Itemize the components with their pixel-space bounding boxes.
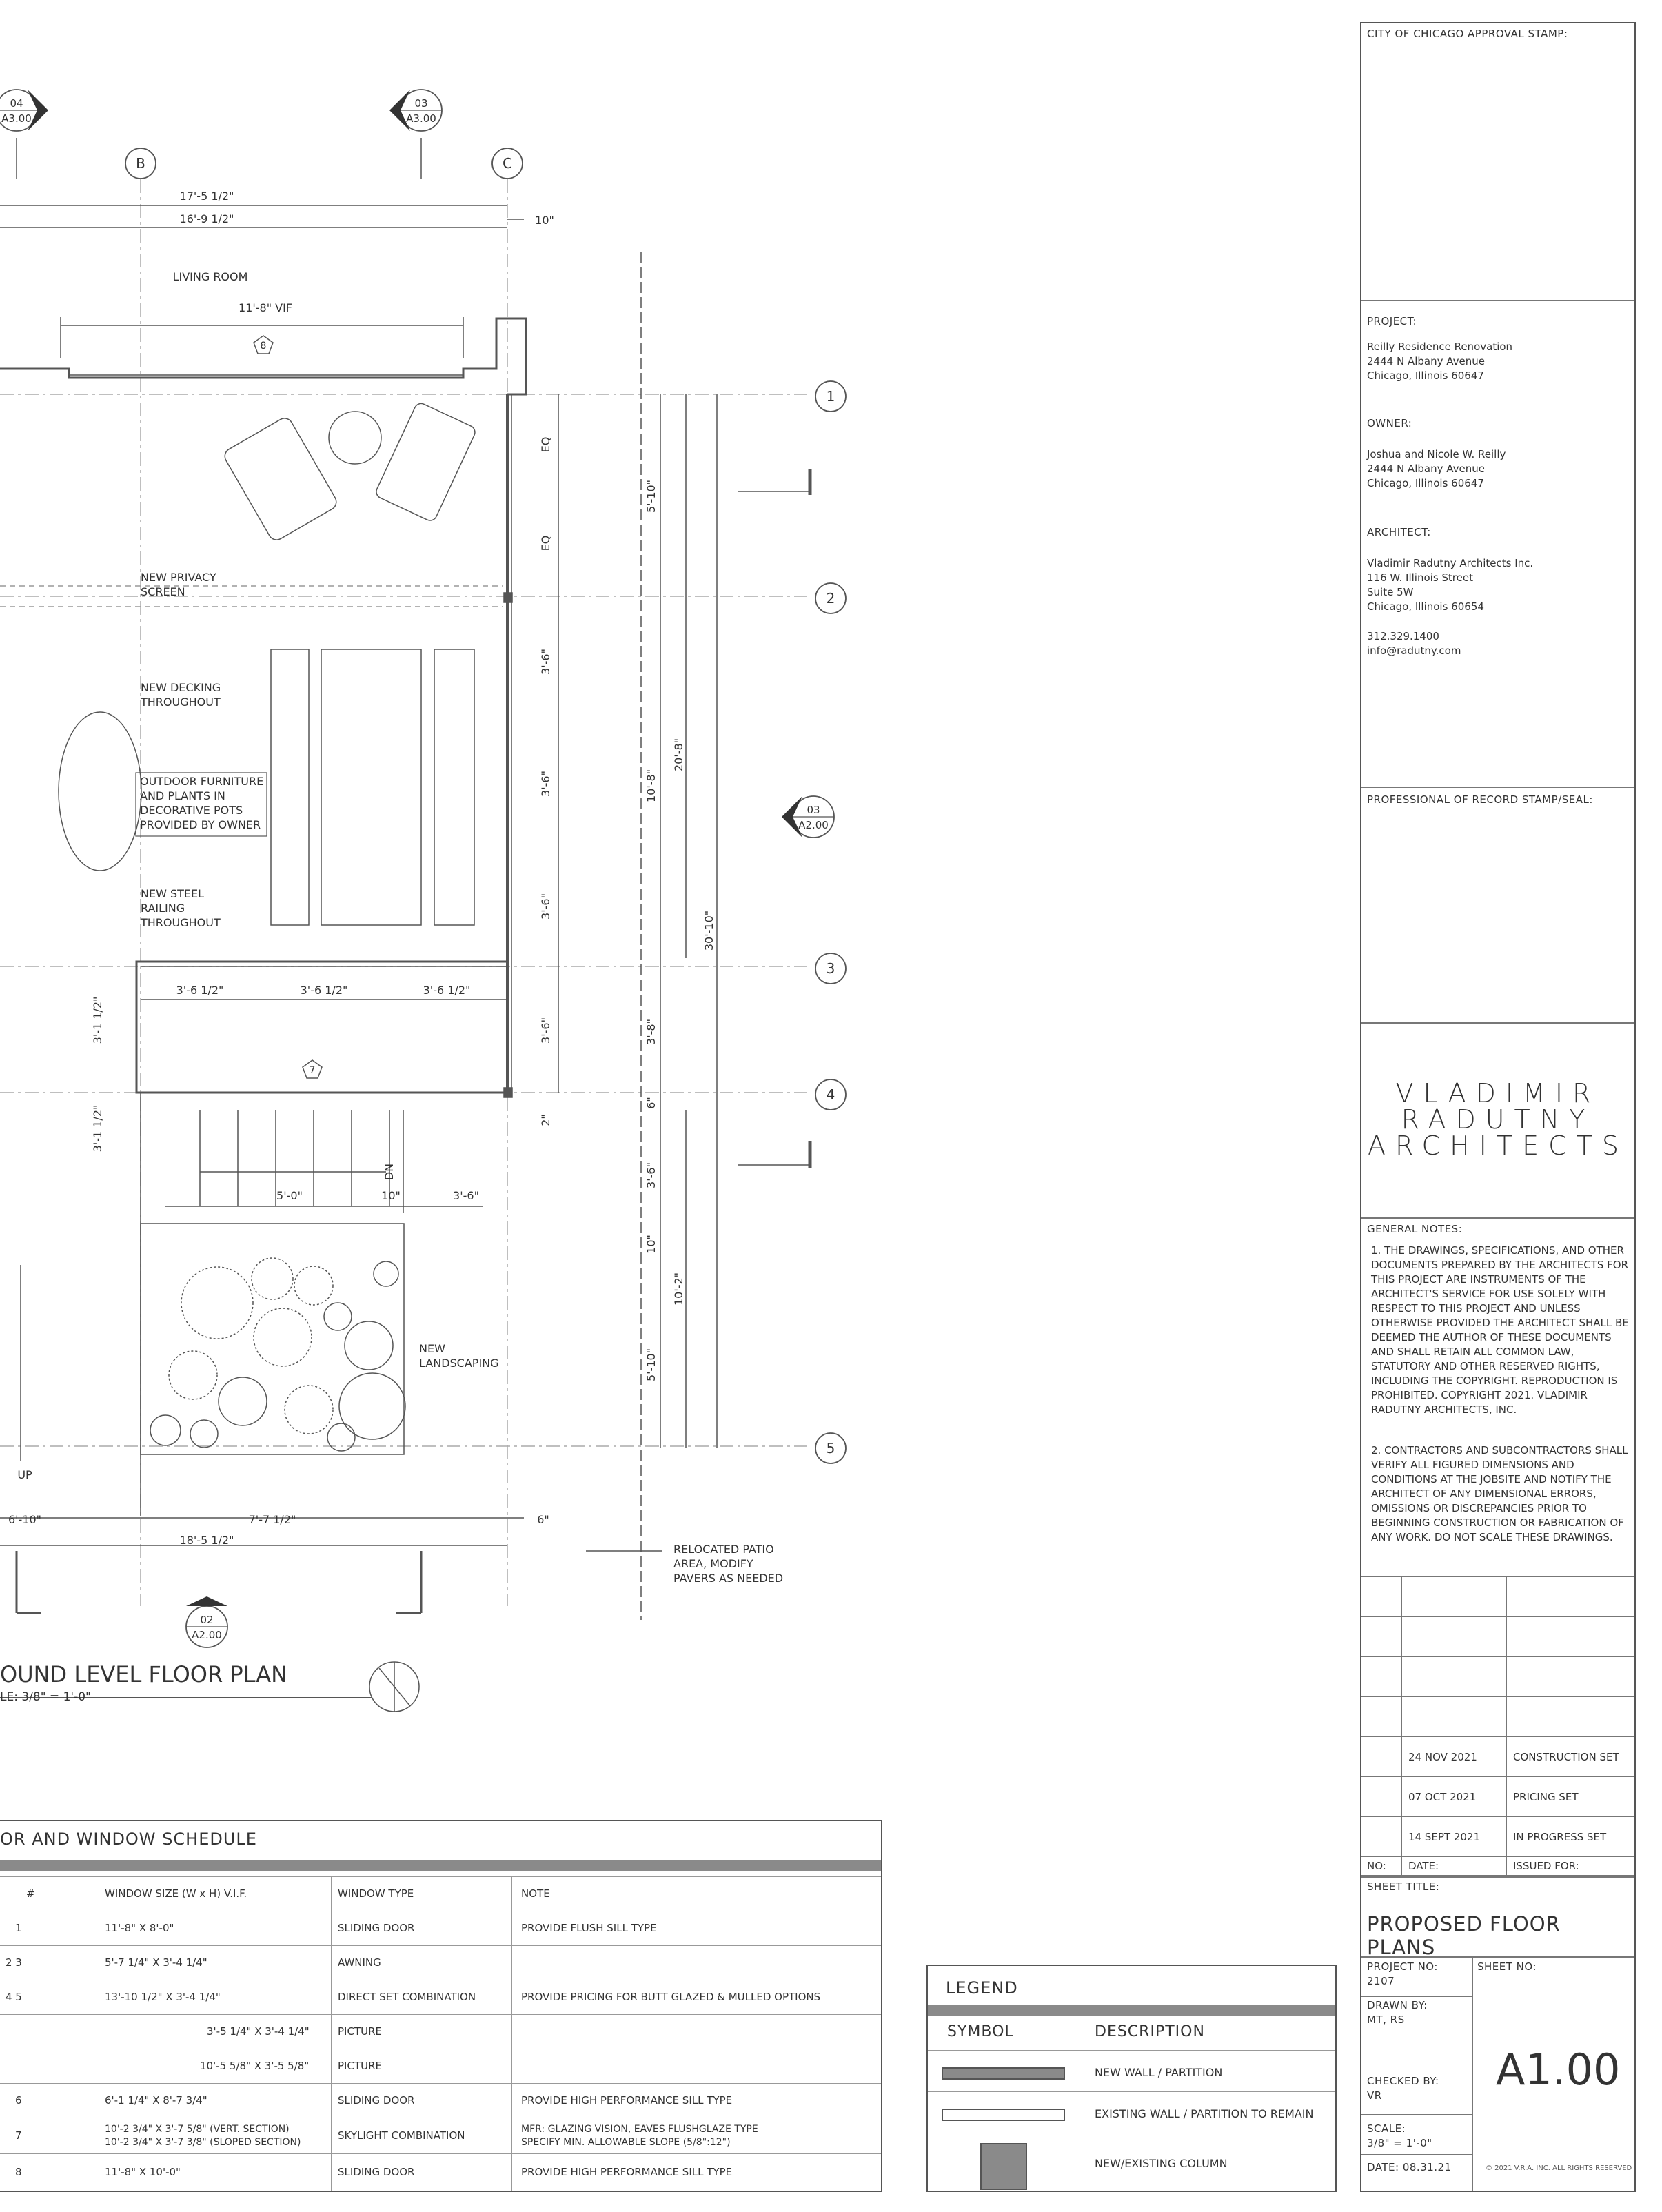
sheet-number: A1.00 <box>1496 2044 1621 2095</box>
note-furniture-4: PROVIDED BY OWNER <box>140 818 261 831</box>
legend-title: LEGEND <box>946 1978 1018 1998</box>
window-tag-8: 8 <box>260 341 267 352</box>
railing-dim-1: 3'-6 1/2" <box>176 984 224 997</box>
schedule-tag: 6 <box>15 2094 22 2107</box>
note-privacy-1: NEW PRIVACY <box>141 571 216 584</box>
note-railing-2: RAILING <box>141 902 185 915</box>
schedule-type: SLIDING DOOR <box>338 2166 415 2178</box>
revision-row <box>1361 1777 1634 1817</box>
sheet-no-label: SHEET NO: <box>1477 1960 1537 1973</box>
railing-dim-3: 3'-6 1/2" <box>423 984 471 997</box>
living-room-label: LIVING ROOM <box>172 270 248 283</box>
schedule-type: SLIDING DOOR <box>338 1922 415 1934</box>
schedule-size: 6'-1 1/4" X 8'-7 3/4" <box>105 2094 207 2107</box>
dim-left-a: 3'-1 1/2" <box>91 996 104 1044</box>
schedule-type: PICTURE <box>338 2025 382 2038</box>
revision-row <box>1361 1817 1634 1857</box>
section-tag-a2-sheet: A2.00 <box>798 819 829 831</box>
section-tag-04-num: 04 <box>10 97 23 110</box>
general-note-2: 2. CONTRACTORS AND SUBCONTRACTORS SHALL VERIFY ALL FIGURED DIMENSIONS AND CONDITIONS AT THE JOBSITE AND NOTIFY THE ARCHITECT OF ANY DIMENSIONAL ERRORS, OMISSIONS OR DISCREPANCIES PRIOR TO BEGINNING CONSTRUCTION OR FABRICATION OF ANY WORK. DO NOT SCALE THESE DRAWINGS. <box>1371 1444 1628 1543</box>
dim-opening: 11'-8" VIF <box>238 301 293 314</box>
legend-header <box>928 2016 1335 2050</box>
dim-3-6-d: 3'-6" <box>539 1017 552 1044</box>
grid-bubble-5: 5 <box>826 1440 835 1457</box>
approval-stamp-section <box>1361 23 1634 301</box>
stair-dim-b: 10" <box>381 1189 401 1202</box>
legend-item <box>928 2091 1335 2133</box>
header-size: WINDOW SIZE (W x H) V.I.F. <box>105 1887 247 1900</box>
scale-label: SCALE: <box>1367 2122 1406 2135</box>
architect-text: Vladimir Radutny Architects Inc. 116 W. Illinois Street Suite 5W Chicago, Illinois 60654 <box>1367 557 1534 613</box>
schedule-note: PROVIDE FLUSH SILL TYPE <box>521 1922 657 1934</box>
project-no-label: PROJECT NO: <box>1367 1960 1438 1973</box>
dim-10-8: 10'-8" <box>645 769 658 803</box>
dim-inner-top: 16'-9 1/2" <box>179 212 234 225</box>
approval-stamp-label: CITY OF CHICAGO APPROVAL STAMP: <box>1367 28 1568 40</box>
note-landscaping-1: NEW <box>419 1342 445 1355</box>
dim-10-2: 10'-2" <box>672 1272 685 1306</box>
revision-no-header: NO: <box>1367 1860 1386 1872</box>
dim-5-10-top: 5'-10" <box>645 479 658 514</box>
legend-item <box>928 2050 1335 2091</box>
revision-issued: IN PROGRESS SET <box>1513 1831 1607 1843</box>
stair-dn-label: DN <box>383 1163 396 1181</box>
logo-section <box>1361 1024 1634 1219</box>
dim-bottom-b: 7'-7 1/2" <box>248 1513 296 1526</box>
title-block <box>1360 22 1636 2192</box>
schedule-header-row <box>0 1876 881 1911</box>
revision-date-header: DATE: <box>1408 1860 1439 1872</box>
schedule-note: PROVIDE HIGH PERFORMANCE SILL TYPE <box>521 2094 733 2107</box>
dim-bottom-a: 6'-10" <box>8 1513 42 1526</box>
note-furniture-3: DECORATIVE POTS <box>140 804 243 817</box>
legend-item-label: EXISTING WALL / PARTITION TO REMAIN <box>1095 2107 1314 2120</box>
legend-item-label: NEW WALL / PARTITION <box>1095 2066 1223 2079</box>
schedule-size: 13'-10 1/2" X 3'-4 1/4" <box>105 1991 221 2003</box>
section-tag-03-sheet: A3.00 <box>406 112 436 125</box>
logo-line-2: RADUTNY <box>1401 1104 1595 1135</box>
section-tag-a2-num: 03 <box>807 804 820 816</box>
legend-symbol-header: SYMBOL <box>947 2023 1014 2040</box>
section-tag-04-sheet: A3.00 <box>1 112 32 125</box>
note-railing-1: NEW STEEL <box>141 887 205 900</box>
section-tag-03-num: 03 <box>414 97 428 110</box>
column-symbol-icon <box>980 2143 1027 2190</box>
grid-bubble-b: B <box>136 155 145 172</box>
floor-plan-title: OUND LEVEL FLOOR PLAN <box>0 1661 288 1687</box>
revision-issued-header: ISSUED FOR: <box>1513 1860 1579 1872</box>
dim-6in: 6" <box>645 1097 658 1109</box>
stair-up-label: UP <box>17 1468 32 1481</box>
window-tag-7: 7 <box>309 1065 316 1076</box>
revision-date: 07 OCT 2021 <box>1408 1791 1477 1803</box>
schedule-size: 5'-7 1/4" X 3'-4 1/4" <box>105 1956 207 1969</box>
railing-dim-2: 3'-6 1/2" <box>300 984 348 997</box>
header-type: WINDOW TYPE <box>338 1887 414 1900</box>
sheet-title-section <box>1361 1876 1634 1958</box>
project-text: Reilly Residence Renovation 2444 N Albany Avenue Chicago, Illinois 60647 <box>1367 341 1513 382</box>
general-note-1: 1. THE DRAWINGS, SPECIFICATIONS, AND OTHER DOCUMENTS PREPARED BY THE ARCHITECTS FOR THIS PROJECT ARE INSTRUMENTS OF THE ARCHITECT'S SERVICE FOR USE SOLELY WITH RESPECT TO THIS PROJECT AND UNLESS OTHERWISE PROVIDED THE ARCHITECT SHALL BE DEEMED THE AUTHOR OF THESE DOCUMENTS AND SHALL RETAIN ALL COMMON LAW, STATUTORY AND OTHER RESERVED RIGHTS, INCLUDING THE COPYRIGHT. REPRODUCTION IS PROHIBITED. COPYRIGHT 2021. VLADIMIR RADUTNY ARCHITECTS, INC. <box>1371 1244 1629 1416</box>
schedule-title: OR AND WINDOW SCHEDULE <box>0 1829 257 1849</box>
revision-issued: CONSTRUCTION SET <box>1513 1751 1619 1763</box>
logo-line-3: ARCHITECTS <box>1368 1130 1628 1161</box>
drawn-by-label: DRAWN BY: <box>1367 1999 1428 2011</box>
scale-value: 3/8" = 1'-0" <box>1367 2137 1432 2149</box>
revisions-table <box>1361 1577 1634 1923</box>
dim-bottom-overall: 18'-5 1/2" <box>179 1534 234 1547</box>
note-patio-1: RELOCATED PATIO <box>673 1543 774 1556</box>
checked-by-value: VR <box>1367 2089 1382 2102</box>
schedule-row <box>0 1980 881 2014</box>
legend <box>926 1965 1337 2192</box>
schedule-row <box>0 2153 881 2191</box>
project-info-section <box>1361 301 1634 788</box>
architect-label: ARCHITECT: <box>1367 526 1431 538</box>
schedule-tag: 8 <box>15 2166 22 2178</box>
floor-plan-scale: LE: 3/8" = 1'-0" <box>0 1690 91 1704</box>
section-tag-02-num: 02 <box>200 1614 214 1626</box>
note-patio-2: AREA, MODIFY <box>673 1557 753 1570</box>
revision-issued: PRICING SET <box>1513 1791 1579 1803</box>
revision-header <box>1361 1857 1634 1876</box>
schedule-type: DIRECT SET COMBINATION <box>338 1991 476 2003</box>
note-decking-1: NEW DECKING <box>141 681 221 694</box>
project-label: PROJECT: <box>1367 315 1417 327</box>
copyright-text: © 2021 V.R.A. INC. ALL RIGHTS RESERVED <box>1486 2164 1632 2172</box>
window-schedule <box>0 1820 882 2192</box>
dim-3-8: 3'-8" <box>645 1019 658 1045</box>
dim-3-6-b: 3'-6" <box>539 771 552 797</box>
schedule-note: PROVIDE PRICING FOR BUTT GLAZED & MULLED OPTIONS <box>521 1991 821 2003</box>
dim-3-6-a: 3'-6" <box>539 649 552 675</box>
checked-by-label: CHECKED BY: <box>1367 2075 1439 2087</box>
schedule-tag: 4 5 <box>6 1991 22 2003</box>
owner-text: Joshua and Nicole W. Reilly 2444 N Albany Avenue Chicago, Illinois 60647 <box>1367 448 1506 489</box>
legend-item <box>928 2133 1335 2192</box>
schedule-row <box>0 2083 881 2118</box>
schedule-size: 10'-2 3/4" X 3'-7 5/8" (VERT. SECTION) 10'-2 3/4" X 3'-7 3/8" (SLOPED SECTION) <box>105 2123 301 2148</box>
schedule-size: 10'-5 5/8" X 3'-5 5/8" <box>200 2060 310 2072</box>
project-no-value: 2107 <box>1367 1975 1395 1987</box>
note-furniture-1: OUTDOOR FURNITURE <box>140 775 264 788</box>
grid-bubble-c: C <box>503 155 512 172</box>
schedule-tag: 2 3 <box>6 1956 22 1969</box>
schedule-size: 3'-5 1/4" X 3'-4 1/4" <box>207 2025 310 2038</box>
sheet-info-section <box>1361 1958 1634 2191</box>
sheet-title: PROPOSED FLOOR PLANS <box>1367 1912 1561 1959</box>
note-landscaping-2: LANDSCAPING <box>419 1357 499 1370</box>
schedule-row <box>0 1911 881 1945</box>
grid-bubble-3: 3 <box>826 960 835 977</box>
stair-dim-c: 3'-6" <box>453 1189 479 1202</box>
new-wall-symbol-icon <box>942 2067 1065 2080</box>
revision-date: 14 SEPT 2021 <box>1408 1831 1481 1843</box>
schedule-type: SKYLIGHT COMBINATION <box>338 2129 465 2142</box>
revision-date: 24 NOV 2021 <box>1408 1751 1477 1763</box>
stair-dim-a: 5'-0" <box>276 1189 303 1202</box>
section-tag-02-sheet: A2.00 <box>192 1629 222 1641</box>
schedule-type: PICTURE <box>338 2060 382 2072</box>
dim-bottom-c: 6" <box>537 1513 549 1526</box>
header-num: # <box>26 1887 35 1900</box>
note-privacy-2: SCREEN <box>141 585 185 598</box>
schedule-row <box>0 2014 881 2049</box>
schedule-row <box>0 1945 881 1980</box>
legend-description-header: DESCRIPTION <box>1095 2023 1205 2040</box>
note-furniture-2: AND PLANTS IN <box>140 789 225 802</box>
date-label: DATE: 08.31.21 <box>1367 2161 1452 2173</box>
existing-wall-symbol-icon <box>942 2109 1065 2121</box>
schedule-note: MFR: GLAZING VISION, EAVES FLUSHGLAZE TYPE SPECIFY MIN. ALLOWABLE SLOPE (5/8":12") <box>521 2123 758 2148</box>
schedule-row <box>0 2118 881 2153</box>
owner-label: OWNER: <box>1367 417 1412 429</box>
schedule-type: SLIDING DOOR <box>338 2094 415 2107</box>
note-patio-3: PAVERS AS NEEDED <box>673 1572 784 1585</box>
schedule-size: 11'-8" X 10'-0" <box>105 2166 181 2178</box>
legend-item-label: NEW/EXISTING COLUMN <box>1095 2157 1228 2170</box>
schedule-row <box>0 2049 881 2083</box>
seal-section <box>1361 788 1634 1024</box>
revision-row <box>1361 1737 1634 1777</box>
dim-5-10-bottom: 5'-10" <box>645 1348 658 1382</box>
architect-contact: 312.329.1400 info@radutny.com <box>1367 630 1461 657</box>
schedule-tag: 1 <box>15 1922 22 1934</box>
general-notes-label: GENERAL NOTES: <box>1367 1223 1463 1235</box>
general-notes-section <box>1361 1219 1634 1577</box>
header-note: NOTE <box>521 1887 550 1900</box>
seal-label: PROFESSIONAL OF RECORD STAMP/SEAL: <box>1367 793 1593 806</box>
grid-bubble-1: 1 <box>826 388 835 405</box>
dim-left-b: 3'-1 1/2" <box>91 1104 104 1153</box>
dim-3-6-c: 3'-6" <box>539 893 552 920</box>
dim-3-6-e: 3'-6" <box>645 1162 658 1188</box>
sheet-title-label: SHEET TITLE: <box>1367 1880 1440 1893</box>
logo-line-1: VLADIMIR <box>1395 1078 1601 1108</box>
grid-bubble-2: 2 <box>826 590 835 607</box>
dim-2in: 2" <box>539 1114 552 1126</box>
dim-overall-top: 17'-5 1/2" <box>179 190 234 203</box>
note-decking-2: THROUGHOUT <box>141 696 221 709</box>
dim-wall-top: 10" <box>535 214 554 227</box>
dim-eq-2: EQ <box>539 535 552 551</box>
schedule-type: AWNING <box>338 1956 381 1969</box>
drawn-by-value: MT, RS <box>1367 2013 1405 2026</box>
dim-30-10: 30'-10" <box>702 910 716 951</box>
schedule-size: 11'-8" X 8'-0" <box>105 1922 174 1934</box>
schedule-tag: 7 <box>15 2129 22 2142</box>
dim-10in: 10" <box>645 1235 658 1254</box>
note-railing-3: THROUGHOUT <box>141 916 221 929</box>
dim-20-8: 20'-8" <box>672 738 685 772</box>
dim-eq-1: EQ <box>539 436 552 453</box>
schedule-note: PROVIDE HIGH PERFORMANCE SILL TYPE <box>521 2166 733 2178</box>
grid-bubble-4: 4 <box>826 1086 835 1103</box>
